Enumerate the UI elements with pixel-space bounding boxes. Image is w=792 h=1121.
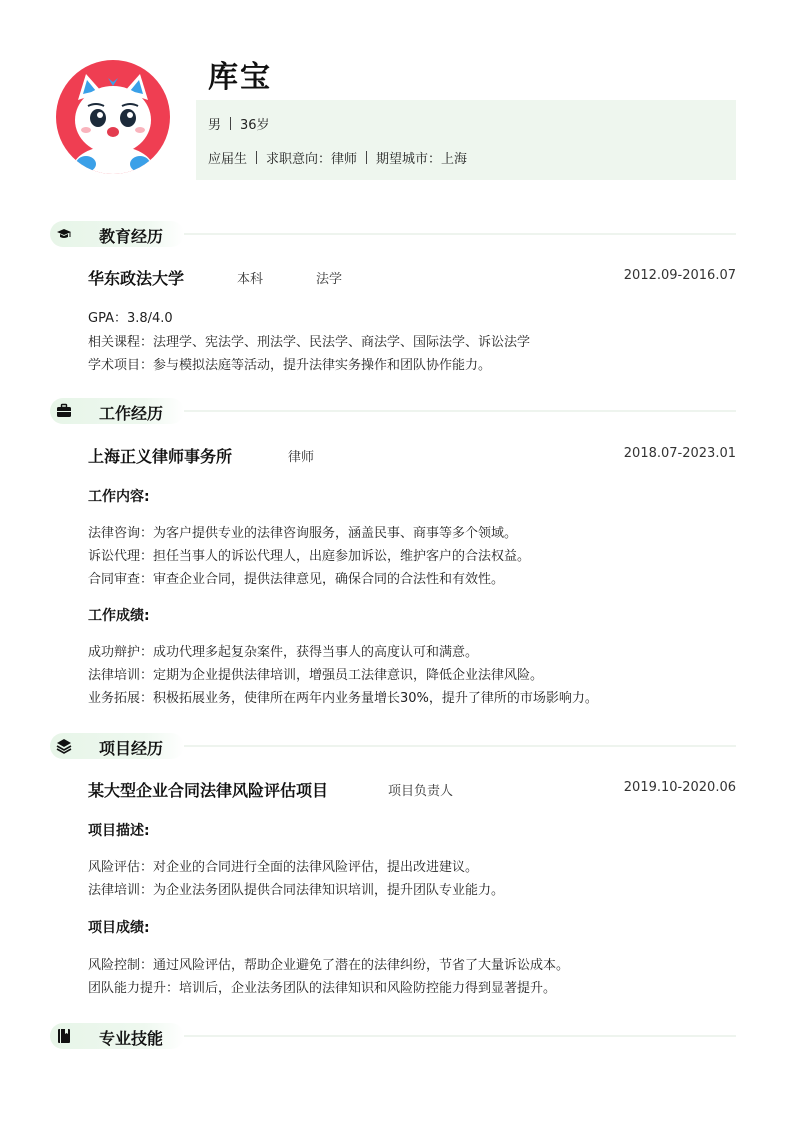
section-header-skills <box>50 1023 736 1049</box>
section-rule <box>184 745 736 747</box>
project-name: 某大型企业合同法律风险评估项目 <box>88 781 329 800</box>
degree: 本科 <box>237 272 264 287</box>
status: 应届生 <box>208 152 248 167</box>
cat-mascot-icon <box>56 60 170 174</box>
work-result-item: 成功辩护：成功代理多起复杂案件，获得当事人的高度认可和满意。 <box>88 645 479 660</box>
work-content-heading: 工作内容: <box>88 489 150 505</box>
layers-icon <box>56 738 72 754</box>
work-date: 2018.07-2023.01 <box>623 446 736 461</box>
company-name: 上海正义律师事务所 <box>88 447 233 466</box>
school-name: 华东政法大学 <box>88 269 185 288</box>
project-result-item: 团队能力提升：培训后，企业法务团队的法律知识和风险防控能力得到显著提升。 <box>88 981 557 996</box>
candidate-name: 库宝 <box>208 60 272 95</box>
profile-info-box <box>196 100 736 180</box>
gender: 男 <box>208 118 222 133</box>
work-content-item: 合同审查：审查企业合同，提供法律意见，确保合同的合法性和有效性。 <box>88 572 505 587</box>
job-intent: 求职意向：律师 <box>266 152 358 167</box>
major: 法学 <box>316 272 343 287</box>
work-result-item: 业务拓展：积极拓展业务，使律所在两年内业务量增长30%，提升了律所的市场影响力。 <box>88 691 598 706</box>
divider <box>366 151 367 164</box>
education-date: 2012.09-2016.07 <box>623 268 736 283</box>
section-rule <box>184 233 736 235</box>
graduation-cap-icon <box>56 226 72 242</box>
avatar <box>56 60 170 174</box>
project-result-item: 风险控制：通过风险评估，帮助企业避免了潜在的法律纠纷，节省了大量诉讼成本。 <box>88 958 570 973</box>
book-icon <box>56 1028 72 1044</box>
section-rule <box>184 410 736 412</box>
divider <box>230 117 231 130</box>
section-title: 教育经历 <box>99 227 164 246</box>
age: 36岁 <box>240 118 270 133</box>
briefcase-icon <box>56 403 72 419</box>
section-header-project <box>50 733 736 759</box>
section-header-education <box>50 221 736 247</box>
gpa: GPA：3.8/4.0 <box>88 311 173 326</box>
work-content-item: 法律咨询：为客户提供专业的法律咨询服务，涵盖民事、商事等多个领域。 <box>88 526 518 541</box>
work-content-item: 诉讼代理：担任当事人的诉讼代理人，出庭参加诉讼，维护客户的合法权益。 <box>88 549 531 564</box>
basic-info-row <box>208 114 270 133</box>
project-role: 项目负责人 <box>388 784 454 799</box>
project-desc-heading: 项目描述: <box>88 823 150 839</box>
section-title: 工作经历 <box>99 404 164 423</box>
work-result-item: 法律培训：定期为企业提供法律培训，增强员工法律意识，降低企业法律风险。 <box>88 668 544 683</box>
section-title: 专业技能 <box>99 1029 164 1048</box>
section-rule <box>184 1035 736 1037</box>
work-results-heading: 工作成绩: <box>88 608 150 624</box>
project-results-heading: 项目成绩: <box>88 920 150 936</box>
project-desc-item: 风险评估：对企业的合同进行全面的法律风险评估，提出改进建议。 <box>88 860 479 875</box>
section-title: 项目经历 <box>99 739 164 758</box>
work-role: 律师 <box>288 450 315 465</box>
job-intent-row <box>208 148 467 167</box>
academic-project: 学术项目：参与模拟法庭等活动，提升法律实务操作和团队协作能力。 <box>88 358 492 373</box>
divider <box>256 151 257 164</box>
section-header-work <box>50 398 736 424</box>
courses: 相关课程：法理学、宪法学、刑法学、民法学、商法学、国际法学、诉讼法学 <box>88 335 531 350</box>
project-date: 2019.10-2020.06 <box>623 780 736 795</box>
project-desc-item: 法律培训：为企业法务团队提供合同法律知识培训，提升团队专业能力。 <box>88 883 505 898</box>
expected-city: 期望城市：上海 <box>376 152 468 167</box>
